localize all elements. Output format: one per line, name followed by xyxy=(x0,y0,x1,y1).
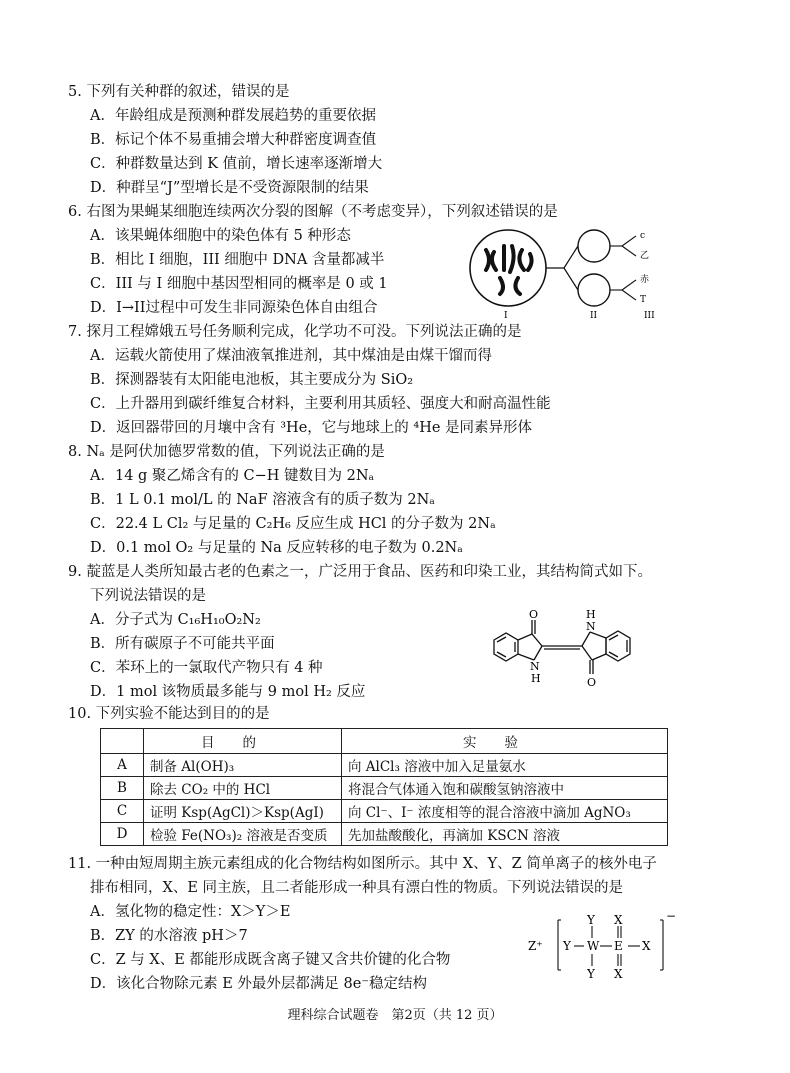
header-experiment: 实验 xyxy=(342,729,668,754)
left-nh-h: H xyxy=(531,672,541,685)
q5-option-c: C．种群数量达到 K 值前，增长速率逐渐增大 xyxy=(90,156,383,172)
q11-option-b: B．ZY 的水溶液 pH＞7 xyxy=(90,928,248,944)
cell-ii-top-circle xyxy=(578,230,610,262)
table-row xyxy=(101,777,668,800)
anion-charge: − xyxy=(666,910,677,923)
q9-option-d: D．1 mol 该物质最多能与 9 mol H₂ 反应 xyxy=(90,684,366,700)
table-header-row xyxy=(101,729,668,754)
q8-stem: 8. Nₐ 是阿伏加德罗常数的值，下列说法正确的是 xyxy=(68,444,385,460)
left-nh-n: N xyxy=(530,660,540,673)
q9-option-c: C．苯环上的一氯取代产物只有 4 种 xyxy=(90,660,323,676)
cell-label-ii: II xyxy=(590,311,598,320)
right-carbonyl-o: O xyxy=(587,676,597,689)
compound-structure xyxy=(528,910,678,980)
w-atom: W xyxy=(587,939,600,953)
cell-mark-4: T xyxy=(640,295,647,305)
q7-option-c: C．上升器用到碳纤维复合材料，主要利用其质轻、强度大和耐高温性能 xyxy=(90,396,551,412)
row-label: A xyxy=(101,754,144,777)
q7-option-d: D．返回器带回的月壤中含有 ³He，它与地球上的 ⁴He 是同素异形体 xyxy=(90,420,533,436)
indigo-structure xyxy=(486,606,656,692)
e-atom: E xyxy=(614,939,623,953)
cell-label-iii: III xyxy=(644,311,655,320)
q7-stem: 7. 探月工程嫦娥五号任务顺利完成，化学功不可没。下列说法正确的是 xyxy=(68,324,522,340)
q8-option-d: D．0.1 mol O₂ 与足量的 Na 反应转移的电子数为 0.2Nₐ xyxy=(90,540,463,556)
experiment-table xyxy=(100,728,668,846)
right-nh-n: N xyxy=(586,620,596,633)
q6-option-c: C．III 与 I 细胞中基因型相同的概率是 0 或 1 xyxy=(90,276,388,292)
z-ion: Z⁺ xyxy=(528,939,543,953)
cell-label-i: I xyxy=(504,311,508,320)
y-top: Y xyxy=(587,913,595,927)
q9-option-b: B．所有碳原子不可能共平面 xyxy=(90,636,275,652)
row-experiment: 先加盐酸酸化，再滴加 KSCN 溶液 xyxy=(342,823,668,846)
q8-option-b: B．1 L 0.1 mol/L 的 NaF 溶液含有的质子数为 2Nₐ xyxy=(90,492,435,508)
q6-stem: 6. 右图为果蝇某细胞连续两次分裂的图解（不考虑变异），下列叙述错误的是 xyxy=(68,204,558,220)
cell-i-circle xyxy=(470,230,546,306)
row-purpose: 除去 CO₂ 中的 HCl xyxy=(144,777,342,800)
y-left: Y xyxy=(563,939,571,953)
row-purpose: 制备 Al(OH)₃ xyxy=(144,754,342,777)
y-bottom: Y xyxy=(587,967,595,980)
q5-option-d: D．种群呈“J”型增长是不受资源限制的结果 xyxy=(90,180,369,196)
q5-option-b: B．标记个体不易重捕会增大种群密度调查值 xyxy=(90,132,377,148)
q11-option-d: D．该化合物除元素 E 外最外层都满足 8e⁻稳定结构 xyxy=(90,976,427,992)
q5-option-a: A．年龄组成是预测种群发展趋势的重要依据 xyxy=(90,108,376,124)
q7-option-b: B．探测器装有太阳能电池板，其主要成分为 SiO₂ xyxy=(90,372,414,388)
q6-option-b: B．相比 I 细胞，III 细胞中 DNA 含量都减半 xyxy=(90,252,385,268)
q11-option-c: C．Z 与 X、E 都能形成既含离子键又含共价键的化合物 xyxy=(90,952,451,968)
q8-option-c: C．22.4 L Cl₂ 与足量的 C₂H₆ 反应生成 HCl 的分子数为 2Nₐ xyxy=(90,516,496,532)
cell-mark-1: c xyxy=(640,231,646,241)
cell-ii-bottom-circle xyxy=(578,274,610,306)
q9-stem-cont: 下列说法错误的是 xyxy=(90,588,206,604)
row-label: B xyxy=(101,777,144,800)
q9-option-a: A．分子式为 C₁₆H₁₀O₂N₂ xyxy=(90,612,261,628)
right-nh-h: H xyxy=(586,608,596,621)
q11-stem-cont: 排布相同，X、E 同主族，且二者能形成一种具有漂白性的物质。下列说法错误的是 xyxy=(90,880,624,896)
table-row xyxy=(101,823,668,846)
q6-option-a: A．该果蝇体细胞中的染色体有 5 种形态 xyxy=(90,228,351,244)
row-experiment: 将混合气体通入饱和碳酸氢钠溶液中 xyxy=(342,777,668,800)
q6-option-d: D．I→II过程中可发生非同源染色体自由组合 xyxy=(90,300,378,316)
q10-stem: 10. 下列实验不能达到目的的是 xyxy=(68,706,270,722)
row-label: C xyxy=(101,800,144,823)
x-right: X xyxy=(642,939,651,953)
table-row xyxy=(101,754,668,777)
x-top: X xyxy=(614,913,623,927)
x-bottom: X xyxy=(614,967,623,980)
q9-stem: 9. 靛蓝是人类所知最古老的色素之一，广泛用于食品、医药和印染工业，其结构简式如下。 xyxy=(68,564,652,580)
q11-option-a: A．氢化物的稳定性：X＞Y＞E xyxy=(90,904,291,920)
row-experiment: 向 Cl⁻、I⁻ 浓度相等的混合溶液中滴加 AgNO₃ xyxy=(342,800,668,823)
row-label: D xyxy=(101,823,144,846)
cell-mark-2: 乙 xyxy=(640,251,650,261)
q11-stem: 11. 一种由短周期主族元素组成的化合物结构如图所示。其中 X、Y、Z 简单离子的核外电子 xyxy=(68,856,657,872)
table-row xyxy=(101,800,668,823)
row-purpose: 证明 Ksp(AgCl)＞Ksp(AgI) xyxy=(144,800,342,823)
cell-division-figure xyxy=(460,224,660,320)
page-footer: 理科综合试题卷 第2页（共 12 页） xyxy=(287,1008,503,1023)
q7-option-a: A．运载火箭使用了煤油液氧推进剂，其中煤油是由煤干馏而得 xyxy=(90,348,492,364)
cell-mark-3: 赤 xyxy=(640,275,650,285)
left-carbonyl-o: O xyxy=(529,608,539,621)
row-experiment: 向 AlCl₃ 溶液中加入足量氨水 xyxy=(342,754,668,777)
row-purpose: 检验 Fe(NO₃)₂ 溶液是否变质 xyxy=(144,823,342,846)
header-purpose: 目的 xyxy=(144,729,342,754)
q8-option-a: A．14 g 聚乙烯含有的 C−H 键数目为 2Nₐ xyxy=(90,468,375,484)
q5-stem: 5. 下列有关种群的叙述，错误的是 xyxy=(68,84,290,100)
